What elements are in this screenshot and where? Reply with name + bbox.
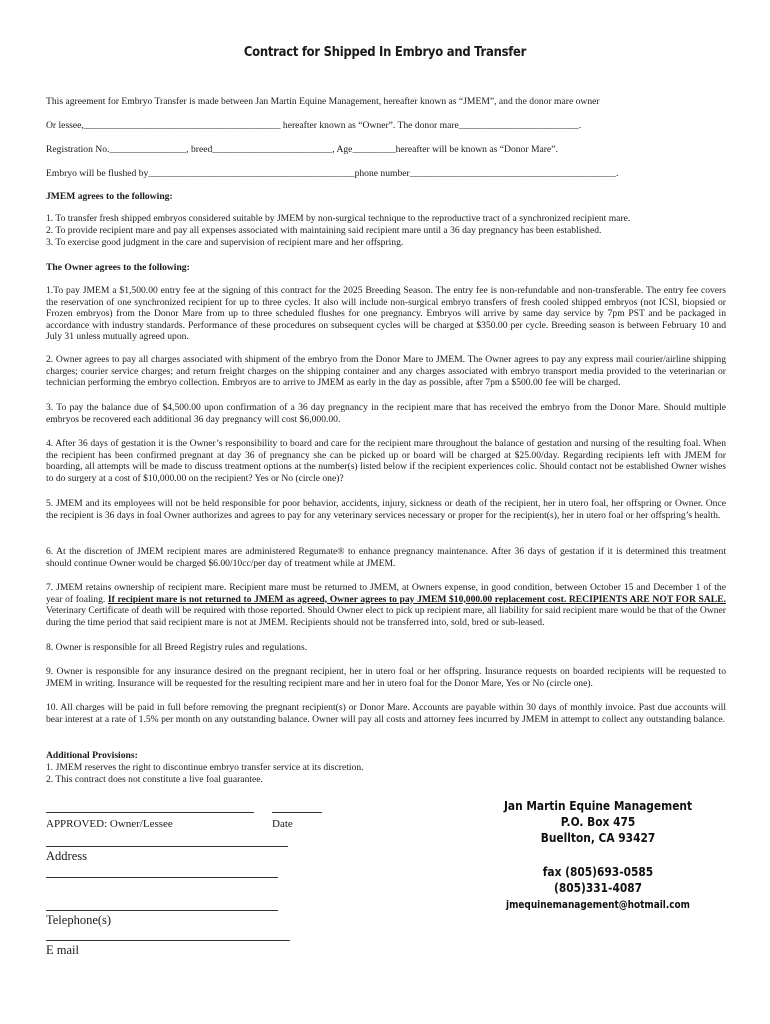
date-line[interactable] <box>272 812 322 813</box>
owner-clause-5: 5. JMEM and its employees will not be held responsible for poor behavior, accidents, injury, sickness or death of the recipient, her in utero foal, her offspring or Owner. Once the recipient is 36 days in foal Owner authorizes and agrees to pay for any veterinary services necessary or proper for the recipient(s), her in utero foal or her offspring’s health. <box>46 498 726 521</box>
intro-line-4: Embryo will be flushed by___________________________________________phone number___________________________________________. <box>46 168 619 179</box>
intro-line-3: Registration No.________________, breed_________________________, Age_________hereafter will be known as “Donor Mare”. <box>46 144 558 155</box>
owner-signature-line[interactable] <box>46 812 254 813</box>
clause-7-start: 7. JMEM retains ownership of recipient mare. Recipient mare must be returned to JMEM, at Owners expense, in good condition, between October 15 and December 1 of the year of foaling. <box>46 582 726 605</box>
address-line-1[interactable] <box>46 846 288 847</box>
jmem-item-2: 2. To provide recipient mare and pay all expenses associated with maintaining said recipient mare until a 36 day pregnancy has been established. <box>46 225 602 236</box>
contact-email: jmequinemanagement@hotmail.com <box>506 899 690 911</box>
owner-clause-1: 1.To pay JMEM a $1,500.00 entry fee at the signing of this contract for the 2025 Breeding Season. The entry fee is non-refundable and non-transferable. The entry fee covers the reservation of one synchronized recipient for up to three cycles. It also will include non-surgical embryo transfers of fresh cooled shipped embryos (not ICSI, biopsied or Frozen embryos) from the Donor Mare from up to three scheduled flushes for one pregnancy. Embryos will arrive by same day service by 7pm PST and be packaged in accordance with industry standards. Performance of these procedures on subsequent cycles will be charged at $350.00 per cycle. Breeding season is between February 10 and July 31 unless mutually agreed upon. <box>46 285 726 343</box>
address-label: Address <box>46 849 87 863</box>
additional-item-2: 2. This contract does not constitute a live foal guarantee. <box>46 774 263 785</box>
address-line-2[interactable] <box>46 877 278 878</box>
telephone-line[interactable] <box>46 910 278 911</box>
owner-heading: The Owner agrees to the following: <box>46 262 190 273</box>
approved-label: APPROVED: Owner/Lessee <box>46 818 173 830</box>
owner-clause-7 <box>46 582 726 628</box>
intro-line-2: Or lessee,_________________________________________ hereafter known as “Owner”. The donor mare_________________________. <box>46 120 582 131</box>
additional-item-1: 1. JMEM reserves the right to discontinue embryo transfer service at its discretion. <box>46 762 364 773</box>
owner-clause-6: 6. At the discretion of JMEM recipient mares are administered Regumate® to enhance pregnancy maintenance. After 36 days of gestation if it is determined this treatment should continue Owner would be charged $6.00/10cc/per day of treatment while at JMEM. <box>46 546 726 569</box>
fax-number: fax (805)693-0585 <box>542 864 654 879</box>
date-label: Date <box>272 818 293 830</box>
owner-clause-3: 3. To pay the balance due of $4,500.00 upon confirmation of a 36 day pregnancy in the recipient mare that has received the embryo from the Donor Mare. Should multiple embryos be recovered each additional 36 day pregnancy will cost $6,000.00. <box>46 402 726 425</box>
owner-clause-8: 8. Owner is responsible for all Breed Registry rules and regulations. <box>46 642 308 653</box>
jmem-heading: JMEM agrees to the following: <box>46 191 173 202</box>
clause-7-warning: If recipient mare is not returned to JMEM as agreed, Owner agrees to pay JMEM $10,000.00 replacement cost. RECIPIENTS ARE NOT FOR SALE. <box>107 593 726 605</box>
owner-clause-9: 9. Owner is responsible for any insurance desired on the pregnant recipient, her in utero foal or her offspring. Insurance requests on boarded recipients will be requested to JMEM in writing. Insurance will be requested for the resulting recipient mare and her in utero foal for the Donor Mare, Yes or No (circle one). <box>46 666 726 689</box>
city-address: Buellton, CA 93427 <box>540 830 656 845</box>
po-box: P.O. Box 475 <box>560 814 636 829</box>
email-label: E mail <box>46 943 79 957</box>
owner-clause-10: 10. All charges will be paid in full before removing the pregnant recipient(s) or Donor Mare. Accounts are payable within 30 days of monthly invoice. Past due accounts will bear interest at a rate of 1.5% per month on any outstanding balance. Owner will pay all costs and attorney fees incurred by JMEM in attempt to collect any outstanding balance. <box>46 702 726 725</box>
owner-clause-4: 4. After 36 days of gestation it is the Owner’s responsibility to board and care for the recipient mare throughout the balance of gestation and nursing of the resulting foal. When the recipient has been confirmed pregnant at day 36 of pregnancy she can be picked up or board will be charged at $25.00/day. Regarding recipients left with JMEM for boarding, all attempts will be made to discuss treatment options at the number(s) listed below if the recipient experiences colic. Should contact not be established Owner wishes to do surgery at a cost of $10,000.00 on the recipient? Yes or No (circle one)? <box>46 438 726 484</box>
telephone-label: Telephone(s) <box>46 913 112 927</box>
clause-7-end: Veterinary Certificate of death will be required with those reported. Should Owner elect to pick up recipient mare, all liability for said recipient mare would be that of the Owner during the time period that said recipient mare is not at JMEM. Recipients should not be transferred into, sold, bred or sub-leased. <box>46 605 726 628</box>
contact-block <box>448 798 748 911</box>
document-title: Contract for Shipped In Embryo and Transfer <box>243 44 527 60</box>
additional-heading: Additional Provisions: <box>46 750 138 761</box>
owner-clause-2: 2. Owner agrees to pay all charges associated with shipment of the embryo from the Donor Mare to JMEM. The Owner agrees to pay any express mail courier/airline shipping charges; courier service charges; and return freight charges on the shipping container and any charges associated with embryo transport media provided to the veterinarian or technician performing the embryo collection. Embryos are to arrive to JMEM as early in the day as possible, after 7pm a $500.00 fee will be charged. <box>46 354 726 389</box>
email-line[interactable] <box>46 940 290 941</box>
company-name: Jan Martin Equine Management <box>503 798 693 813</box>
intro-line-1: This agreement for Embryo Transfer is made between Jan Martin Equine Management, hereafter known as “JMEM”, and the donor mare owner <box>46 96 600 107</box>
jmem-item-1: 1. To transfer fresh shipped embryos considered suitable by JMEM by non-surgical technique to the reproductive tract of a synchronized recipient mare. <box>46 213 631 224</box>
phone-number: (805)331-4087 <box>553 879 643 895</box>
jmem-item-3: 3. To exercise good judgment in the care and supervision of recipient mare and her offspring. <box>46 237 404 248</box>
